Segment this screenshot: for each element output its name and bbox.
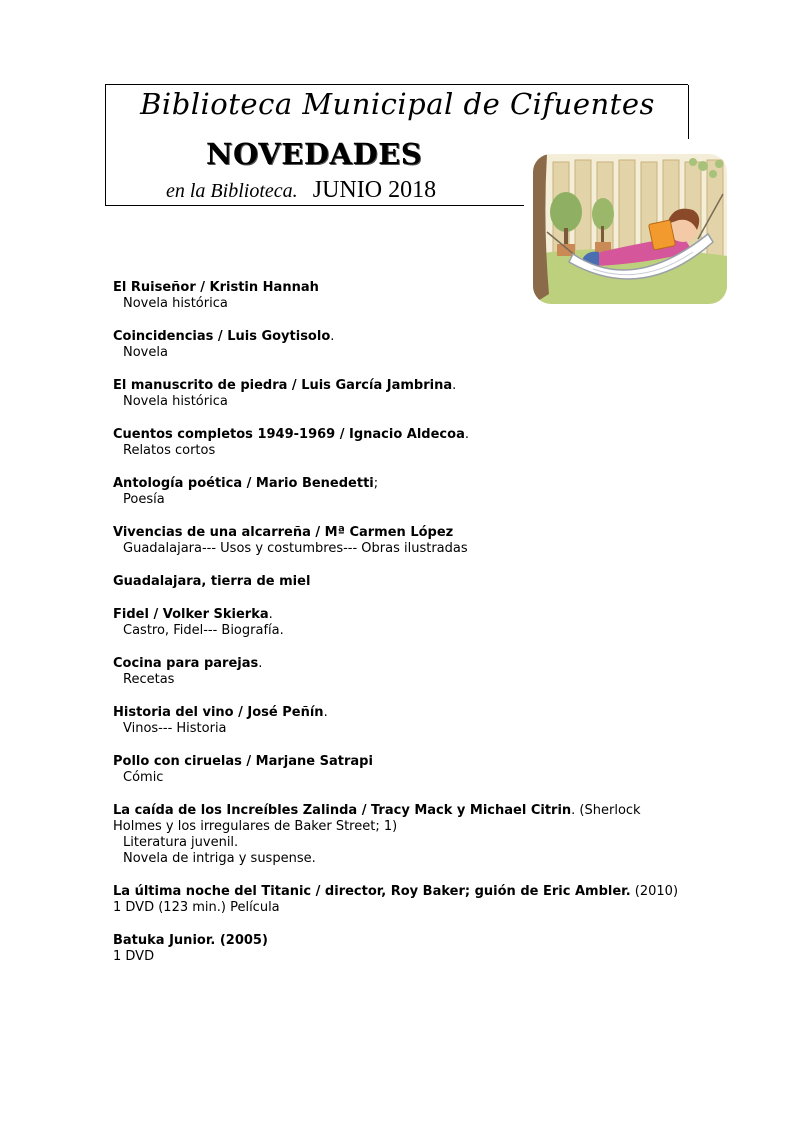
- entry-suffix: .: [258, 656, 263, 671]
- entry-subject: Castro, Fidel--- Biografía.: [123, 623, 284, 638]
- entry-suffix: . (Sherlock Holmes y los irregulares de Baker Street; 1): [113, 803, 641, 834]
- list-item: [113, 476, 683, 508]
- entry-heading: [113, 378, 683, 394]
- entry-subject: Literatura juvenil.: [123, 835, 239, 850]
- entry-subject: Poesía: [123, 492, 165, 507]
- entry-suffix: (2010): [630, 884, 679, 899]
- list-item: [113, 329, 683, 361]
- entry-format: 1 DVD (123 min.) Película: [113, 900, 280, 915]
- list-item: [113, 656, 683, 688]
- new-titles-list: [113, 280, 683, 982]
- entry-heading: [113, 525, 683, 541]
- list-item: [113, 574, 683, 590]
- entry-title: Guadalajara, tierra de miel: [113, 574, 311, 589]
- entry-suffix: .: [464, 427, 469, 442]
- entry-subject: Novela de intriga y suspense.: [123, 851, 316, 866]
- entry-heading: [113, 329, 683, 345]
- entry-format: 1 DVD: [113, 949, 155, 964]
- entry-title: Historia del vino / José Peñín: [113, 705, 324, 720]
- entry-subject: Recetas: [123, 672, 175, 687]
- list-item: [113, 803, 683, 867]
- entry-title: Pollo con ciruelas / Marjane Satrapi: [113, 754, 373, 769]
- library-name: Biblioteca Municipal de Cifuentes: [140, 87, 655, 121]
- list-item: [113, 933, 683, 965]
- entry-heading: [113, 754, 683, 770]
- entry-suffix: .: [452, 378, 457, 393]
- entry-heading: [113, 656, 683, 672]
- entry-title: Cuentos completos 1949-1969 / Ignacio Aldecoa: [113, 427, 465, 442]
- entry-subject: Relatos cortos: [123, 443, 216, 458]
- list-item: [113, 754, 683, 786]
- list-item: [113, 427, 683, 459]
- entry-suffix: .: [330, 329, 335, 344]
- entry-subject: Guadalajara--- Usos y costumbres--- Obras ilustradas: [123, 541, 468, 556]
- entry-subject: Novela: [123, 345, 168, 360]
- entry-title: Vivencias de una alcarreña / Mª Carmen López: [113, 525, 454, 540]
- list-item: [113, 525, 683, 557]
- list-item: [113, 378, 683, 410]
- entry-title: La última noche del Titanic / director, Roy Baker; guión de Eric Ambler.: [113, 884, 631, 899]
- entry-subject: Novela histórica: [123, 394, 228, 409]
- entry-title: Coincidencias / Luis Goytisolo: [113, 329, 331, 344]
- entry-suffix: .: [323, 705, 328, 720]
- entry-suffix: .: [268, 607, 273, 622]
- entry-heading: [113, 933, 683, 949]
- entry-title: Cocina para parejas: [113, 656, 259, 671]
- subtitle: [166, 177, 436, 204]
- list-item: [113, 884, 683, 916]
- entry-heading: [113, 884, 683, 900]
- page-title: NOVEDADES: [206, 137, 423, 171]
- entry-heading: [113, 803, 683, 835]
- entry-title: El manuscrito de piedra / Luis García Jambrina: [113, 378, 453, 393]
- entry-heading: [113, 574, 683, 590]
- entry-heading: [113, 607, 683, 623]
- subtitle-text: en la Biblioteca.: [166, 180, 298, 202]
- entry-title: Fidel / Volker Skierka: [113, 607, 269, 622]
- list-item: [113, 280, 683, 312]
- entry-subject: Novela histórica: [123, 296, 228, 311]
- entry-suffix: ;: [373, 476, 379, 491]
- entry-title: Antología poética / Mario Benedetti: [113, 476, 374, 491]
- entry-title: El Ruiseñor / Kristin Hannah: [113, 280, 319, 295]
- list-item: [113, 607, 683, 639]
- entry-heading: [113, 476, 683, 492]
- entry-title: La caída de los Increíbles Zalinda / Tracy Mack y Michael Citrin: [113, 803, 572, 818]
- entry-heading: [113, 280, 683, 296]
- entry-title: Batuka Junior. (2005): [113, 933, 268, 948]
- entry-heading: [113, 705, 683, 721]
- subtitle-date: JUNIO 2018: [312, 177, 437, 203]
- entry-subject: Cómic: [123, 770, 164, 785]
- entry-heading: [113, 427, 683, 443]
- entry-subject: Vinos--- Historia: [123, 721, 227, 736]
- list-item: [113, 705, 683, 737]
